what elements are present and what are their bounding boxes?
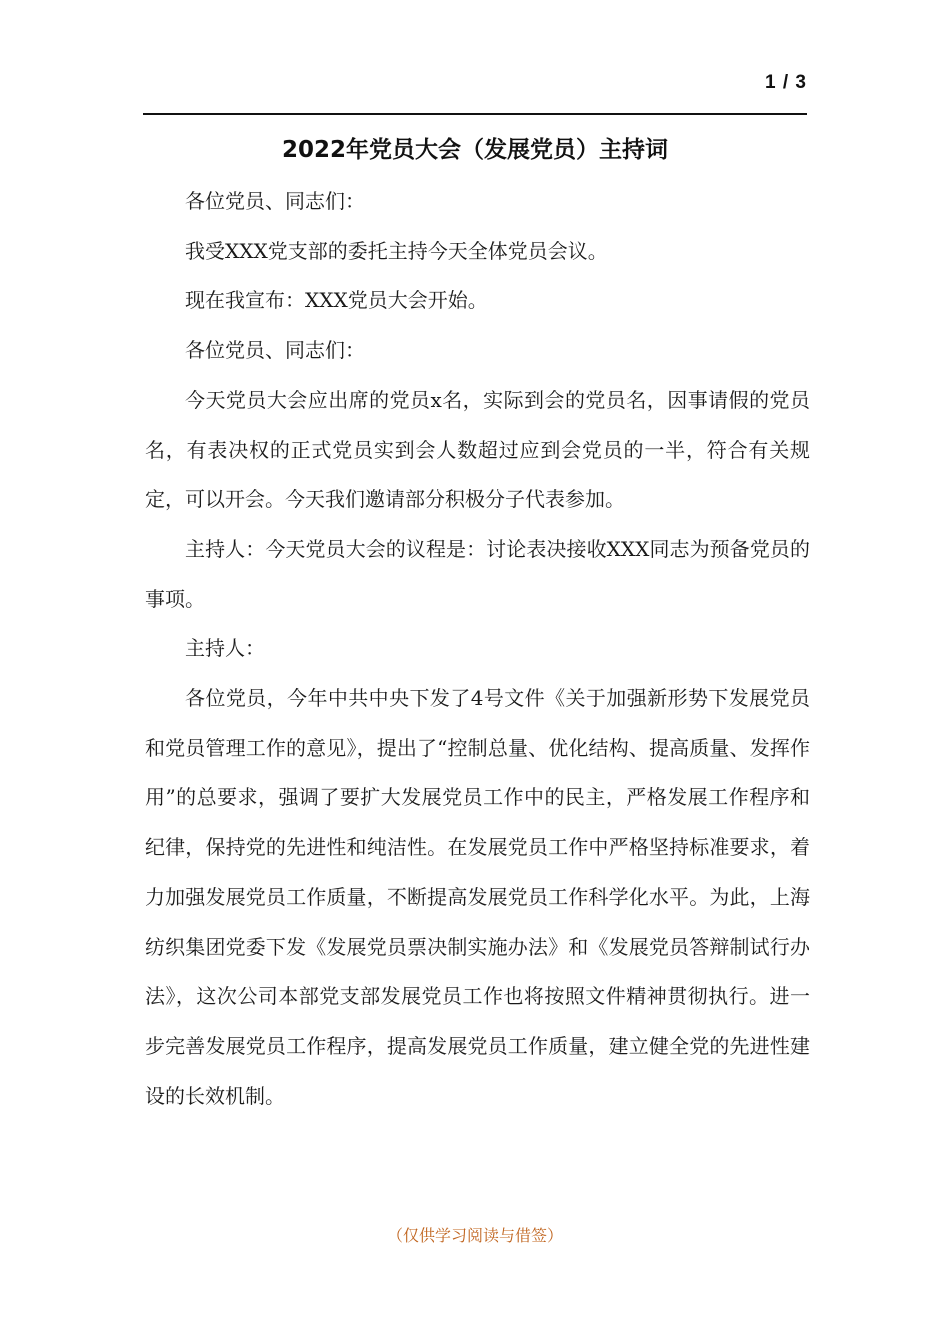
paragraph-agenda: 主持人：今天党员大会的议程是：讨论表决接收XXX同志为预备党员的事项。 [145, 536, 810, 611]
header-divider [143, 113, 807, 115]
paragraph-attendance: 今天党员大会应出席的党员x名，实际到会的党员名，因事请假的党员 名，有表决权的正式党员实到会人数超过应到会党员的一半，符合有关规定，可以开会。今天我们邀请部分积极分子代表参加。 [145, 387, 823, 512]
paragraph-entrusted: 我受XXX党支部的委托主持今天全体党员会议。 [185, 238, 608, 263]
paragraph-host-label: 主持人： [185, 636, 265, 661]
paragraph-greeting-2: 各位党员、同志们： [185, 338, 365, 363]
page-number: 1 / 3 [765, 72, 807, 93]
paragraph-greeting: 各位党员、同志们： [185, 189, 365, 213]
document-body [145, 177, 823, 1121]
footer-note: （仅供学习阅读与借签） [386, 1226, 563, 1245]
paragraph-announce-start: 现在我宣布：XXX党员大会开始。 [185, 288, 488, 313]
document-title: 2022年党员大会（发展党员）主持词 [281, 137, 668, 163]
paragraph-policy: 各位党员，今年中共中央下发了4号文件《关于加强新形势下发展党员和党员管理工作的意见》，提出了“控制总量、优化结构、提高质量、发挥作用”的总要求，强调了要扩大发展党员工作中的民主，严格发展工作程序和纪律，保持党的先进性和纯洁性。在发展党员工作中严格坚持标准要求，着力加强发展党员工作质量，不断提高发展党员工作科学化水平。为此，上海纺织集团党委下发《发展党员票决制实施办法》和《发展党员答辩制试行办法》，这次公司本部党支部发展党员工作也将按照文件精神贯彻执行。进一步完善发展党员工作程序，提高发展党员工作质量，建立健全党的先进性建设的长效机制。 [145, 686, 810, 1108]
